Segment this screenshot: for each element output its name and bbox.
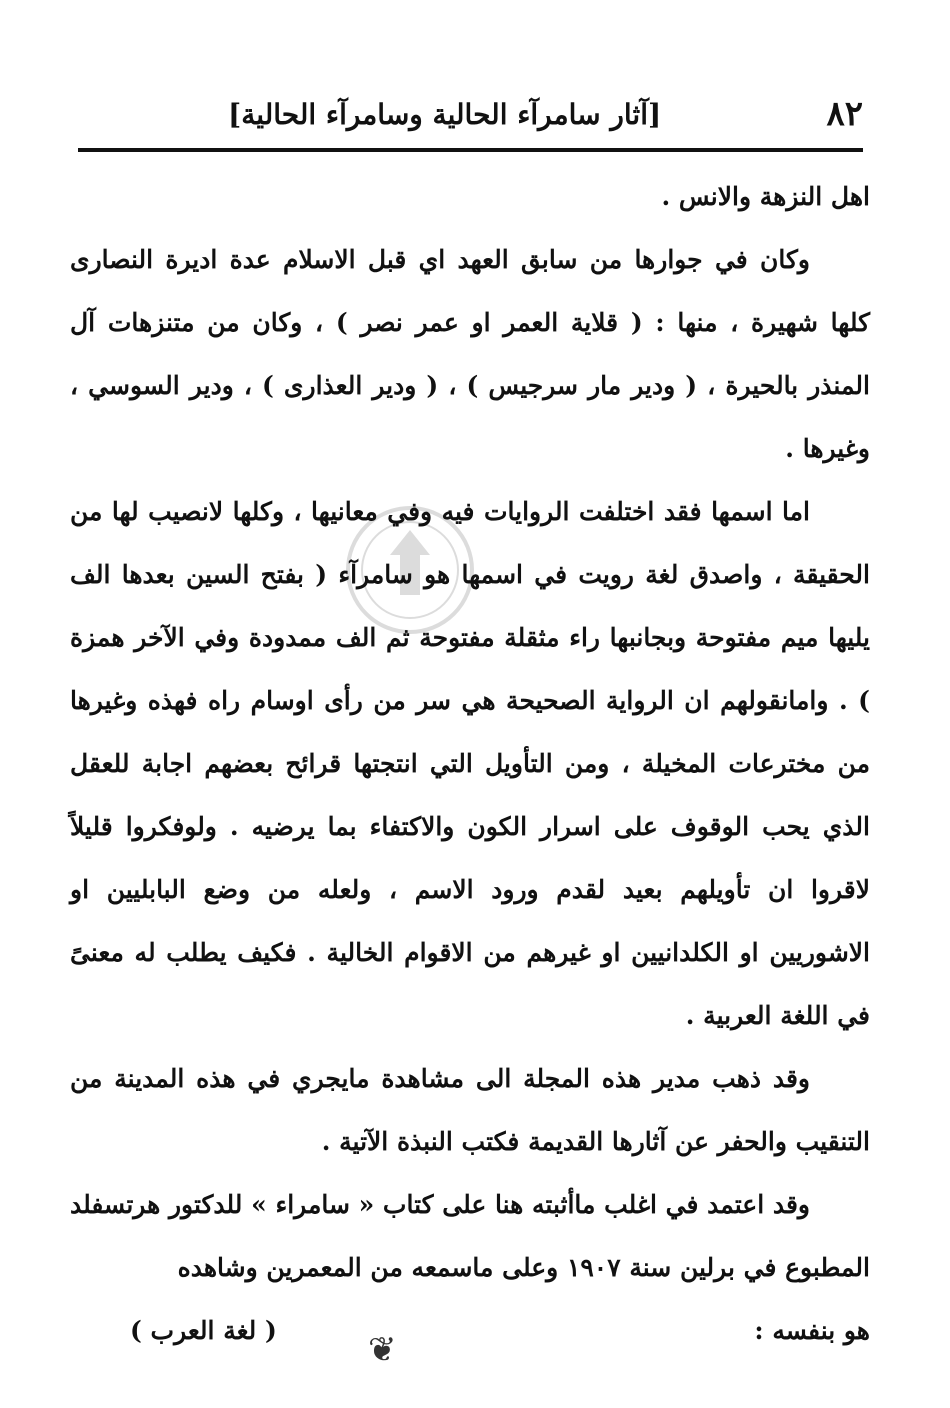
paragraph-5: وقد اعتمد في اغلب ماأثبته هنا على كتاب « سامراء » للدكتور هرتسفلد المطبوع في برلين سنة ١٩٠٧ وعلى ماسمعه من المعمرين وشاهده (69, 1190, 870, 1282)
closing-row (70, 1299, 870, 1362)
ornament-icon: ❦ (368, 1330, 397, 1370)
paragraph-2: وكان في جوارها من سابق العهد اي قبل الاسلام عدة اديرة النصارى كلها شهيرة ، منها : ( قلاية العمر او عمر نصر ) ، وكان من متنزهات آل المنذر بالحيرة ، ( ودير مار سرجيس ) ، ( ودير العذارى ) ، ودير السوسي ، وغيرها . (70, 245, 870, 463)
paragraph-1: اهل النزهة والانس . (661, 182, 870, 211)
paragraph-3: اما اسمها فقد اختلفت الروايات فيه وفي معانيها ، وكلها لانصيب لها من الحقيقة ، واصدق لغة رويت في اسمها هو سامرآء ( بفتح السين بعدها الف يليها ميم مفتوحة وبجانبها راء مثقلة مفتوحة ثم الف ممدودة وفي الآخر همزة ) . وامانقولهم ان الرواية الصحيحة هي سر من رأى اوسام راه فهذه وغيرها من مخترعات المخيلة ، ومن التأويل التي انتجتها قرائح بعضهم اجابة للعقل الذي يحب الوقوف على اسرار الكون والاكتفاء بما يرضيه . ولوفكروا قليلاً لاقروا ان تأويلهم بعيد لقدم ورود الاسم ، ولعله من وضع البابليين او الاشوريين او الكلدانيين او غيرهم من الاقوام الخالية . فكيف يطلب له معنىً في اللغة العربية . (70, 497, 870, 1030)
running-title: [آثار سامرآء الحالية وسامرآء الحالية] (228, 98, 662, 131)
closing-text: هو بنفسه : (754, 1316, 870, 1345)
header-rule (78, 148, 863, 152)
body-text (70, 165, 870, 1362)
page-number: ٨٢ (826, 94, 863, 134)
paragraph-4: وقد ذهب مدير هذه المجلة الى مشاهدة مايجري في هذه المدينة من التنقيب والحفر عن آثارها القديمة فكتب النبذة الآتية . (70, 1064, 870, 1156)
source-attribution: ( لغة العرب ) (130, 1316, 277, 1345)
page-header (78, 88, 863, 148)
